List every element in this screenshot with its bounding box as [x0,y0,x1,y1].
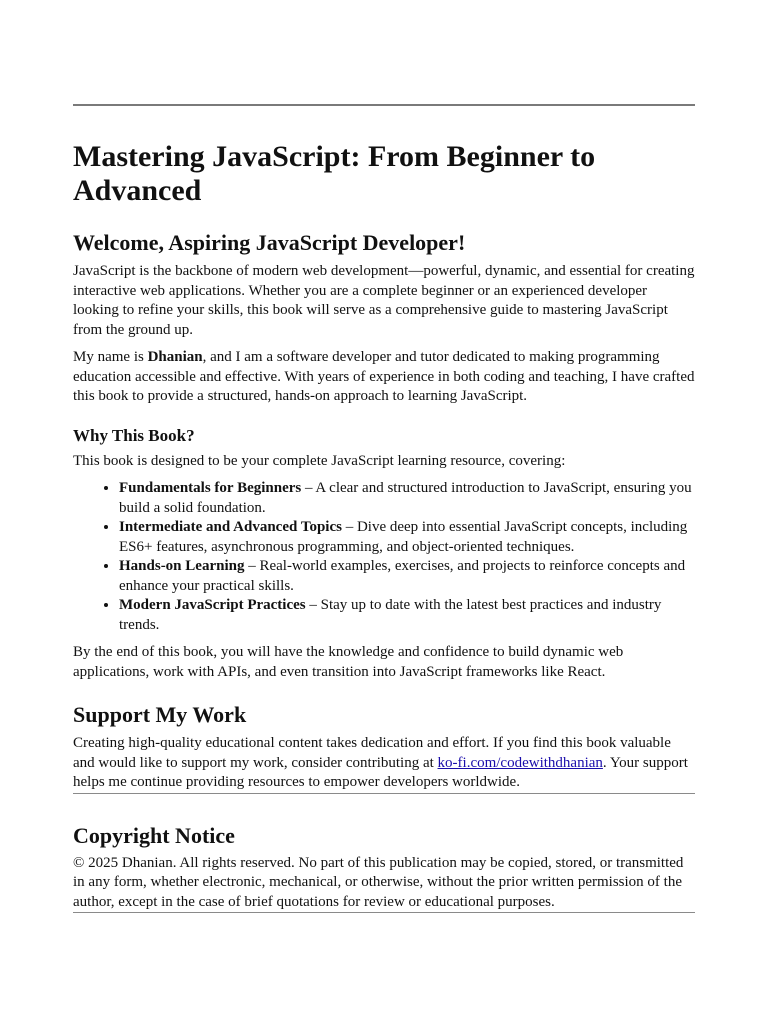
author-intro-suffix: , and I am a software developer and tutor dedicated to making programming education accessible and effective. With years of experience in both coding and teaching, I have crafted this book to provide a structured, hands-on approach to learning JavaScript. [73,349,695,404]
author-intro-prefix: My name is [73,349,148,365]
top-divider [73,104,695,106]
support-paragraph [73,734,695,793]
why-intro: This book is designed to be your complete JavaScript learning resource, covering: [73,452,566,469]
author-name: Dhanian [147,349,203,365]
list-item [119,479,695,518]
welcome-paragraph-2 [73,348,695,407]
feature-title: Intermediate and Advanced Topics [119,519,342,535]
copyright-text: © 2025 Dhanian. All rights reserved. No part of this publication may be copied, stored, or transmitted in any form, whether electronic, mechanical, or otherwise, without the prior written permission of the author, except in the case of brief quotations for review or educational purposes. [73,854,684,910]
kofi-link[interactable]: ko-fi.com/codewithdhanian [437,754,603,771]
support-heading: Support My Work [73,702,247,727]
feature-title: Hands-on Learning [119,558,245,574]
copyright-heading: Copyright Notice [73,822,235,848]
document-content [73,104,695,913]
why-heading: Why This Book? [73,425,195,445]
feature-list [73,479,695,635]
support-text-suffix: . Your support helps me continue providing resources to empower developers worldwide. [73,754,688,790]
bottom-divider [73,912,695,913]
feature-title: Modern JavaScript Practices [119,597,306,613]
feature-text: – Real-world examples, exercises, and projects to reinforce concepts and enhance your practical skills. [119,558,686,594]
feature-title: Fundamentals for Beginners [119,480,302,496]
feature-text: – A clear and structured introduction to JavaScript, ensuring you build a solid foundation. [119,480,692,516]
list-item [119,518,695,557]
document-title: Mastering JavaScript: From Beginner to Advanced [73,140,596,207]
support-text-prefix: Creating high-quality educational content takes dedication and effort. If you find this book valuable and would like to support my work, consider contributing at [73,735,671,771]
welcome-heading: Welcome, Aspiring JavaScript Developer! [73,230,466,255]
feature-text: – Dive deep into essential JavaScript concepts, including ES6+ features, asynchronous programming, and object-oriented techniques. [119,519,688,555]
why-closing: By the end of this book, you will have the knowledge and confidence to build dynamic web applications, work with APIs, and even transition into JavaScript frameworks like React. [73,644,624,680]
list-item [119,557,695,596]
welcome-paragraph-1: JavaScript is the backbone of modern web development—powerful, dynamic, and essential for creating interactive web applications. Whether you are a complete beginner or an experienced developer looking to refine your skills, this book will serve as a comprehensive guide to mastering JavaScript from the ground up. [73,263,695,338]
list-item [119,596,695,635]
feature-text: – Stay up to date with the latest best practices and industry trends. [119,597,662,633]
section-divider [73,793,695,794]
